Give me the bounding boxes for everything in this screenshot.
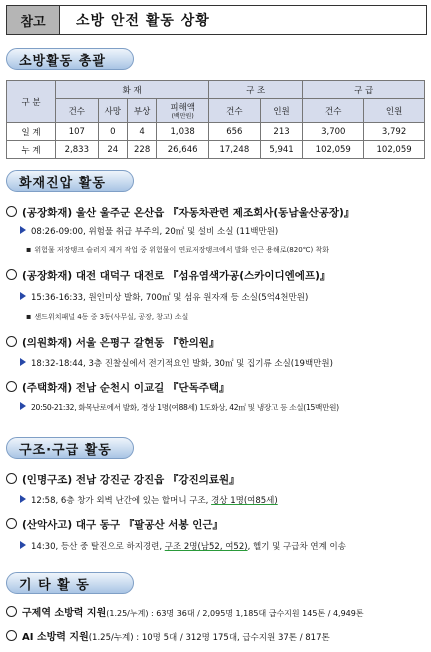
- fire-item-detail: [20, 225, 278, 237]
- rescue-item-detail: [20, 540, 346, 552]
- row-label: 누 계: [7, 141, 56, 159]
- section-other-header: 기 타 활 동: [6, 572, 134, 594]
- header-deaths: 사망: [98, 99, 127, 123]
- other-item-title: 구제역 소방력 지원: [22, 608, 107, 619]
- title-bar: [6, 5, 427, 35]
- rescue-item-heading: [6, 517, 223, 532]
- group-fire: 화 재: [56, 81, 209, 99]
- rescue-item-title: (인명구조) 전남 강진군 강진읍 『강진의료원』: [22, 474, 240, 486]
- fire-item-detail-text: 18:32-18:44, 3층 진찰실에서 전기적요인 발화, 30㎡ 및 집기류 소실(19백만원): [31, 359, 333, 369]
- circle-bullet-icon: [6, 606, 17, 617]
- table-cell: 0: [98, 123, 127, 141]
- fire-item-note-text: 샌드위치패널 4동 중 3동(사무실, 공장, 창고) 소실: [34, 313, 189, 321]
- table-cell: 26,646: [157, 141, 209, 159]
- table-cell: 5,941: [260, 141, 303, 159]
- fire-item-title: (공장화재) 울산 울주군 온산읍 『자동차관련 제조회사(동남울산공장)』: [22, 207, 355, 219]
- circle-bullet-icon: [6, 473, 17, 484]
- section-summary-header: 소방활동 총괄: [6, 48, 134, 70]
- page-title: 소방 안전 활동 상황: [76, 13, 210, 29]
- header-damage-label: 피해액: [170, 103, 195, 113]
- fire-item-heading: [6, 380, 230, 395]
- header-injuries: 부상: [127, 99, 156, 123]
- circle-bullet-icon: [6, 269, 17, 280]
- fire-item-title: (주택화재) 전남 순천시 이교길 『단독주택』: [22, 382, 230, 394]
- table-row: [7, 123, 425, 141]
- other-item-detail: (1.25/누계) : 10명 5대 / 312명 175대, 급수지원 37톤 / 817톤: [88, 633, 330, 643]
- rescue-item-casualty: 경상 1명(여85세): [211, 496, 278, 506]
- fire-item-note-text: 위험물 저장탱크 슬러지 제거 작업 중 위험물이 연료저장탱크에서 발화 인근 용해로(820℃) 착화: [34, 246, 330, 254]
- fire-item-detail: [20, 402, 339, 413]
- group-ems: 구 급: [303, 81, 425, 99]
- rescue-item-casualty: 구조 2명(남52, 여52): [164, 542, 248, 552]
- section-fire-header: 화재진압 활동: [6, 170, 134, 192]
- fire-item-detail-text: 20:50-21:32, 화목난로에서 발화, 경상 1명(여88세) 1도화상, 42㎡ 및 냉장고 등 소실(15백만원): [31, 403, 339, 412]
- other-item-title: AI 소방력 지원: [22, 632, 89, 643]
- table-cell: 3,792: [364, 123, 425, 141]
- table-cell: 3,700: [303, 123, 364, 141]
- dot-bullet-icon: ▪: [26, 245, 32, 254]
- header-rescue-people: 인원: [260, 99, 303, 123]
- fire-item-detail: [20, 357, 333, 369]
- other-item-detail: (1.25/누계) : 63명 36대 / 2,095명 1,185대 급수지원 145톤 / 4,949톤: [106, 609, 364, 618]
- header-damage-unit: (백만원): [171, 113, 194, 120]
- circle-bullet-icon: [6, 630, 17, 641]
- dot-bullet-icon: ▪: [26, 312, 32, 321]
- circle-bullet-icon: [6, 336, 17, 347]
- fire-item-heading: [6, 268, 330, 283]
- fire-item-note: [26, 245, 329, 255]
- triangle-bullet-icon: [20, 292, 26, 300]
- section-rescue-header: 구조·구급 활동: [6, 437, 134, 459]
- triangle-bullet-icon: [20, 495, 26, 503]
- fire-item-detail-text: 15:36-16:33, 원인미상 발화, 700㎡ 및 섬유 원자재 등 소실(5억4천만원): [31, 293, 309, 303]
- rescue-item-heading: [6, 472, 240, 487]
- table-cell: 4: [127, 123, 156, 141]
- summary-table: [6, 80, 425, 159]
- fire-item-note: [26, 312, 188, 322]
- fire-item-heading: [6, 205, 354, 220]
- header-ems-cases: 건수: [303, 99, 364, 123]
- triangle-bullet-icon: [20, 226, 26, 234]
- table-cell: 656: [209, 123, 261, 141]
- table-cell: 102,059: [303, 141, 364, 159]
- circle-bullet-icon: [6, 518, 17, 529]
- fire-item-title: (공장화재) 대전 대덕구 대전로 『섬유염색가공(스카이디엔에프)』: [22, 270, 331, 282]
- fire-item-detail-text: 08:26-09:00, 위험물 취급 부주의, 20㎡ 및 설비 소실 (11백만원): [31, 227, 279, 237]
- rescue-item-detail-text: 12:58, 6층 창가 외벽 난간에 있는 할머니 구조,: [31, 496, 212, 506]
- row-label: 일 계: [7, 123, 56, 141]
- table-cell: 2,833: [56, 141, 99, 159]
- header-rescue-cases: 건수: [209, 99, 261, 123]
- header-cases: 건수: [56, 99, 99, 123]
- triangle-bullet-icon: [20, 358, 26, 366]
- header-ems-people: 인원: [364, 99, 425, 123]
- table-cell: 213: [260, 123, 303, 141]
- triangle-bullet-icon: [20, 402, 26, 410]
- table-cell: 17,248: [209, 141, 261, 159]
- rescue-item-detail-text: 14:30, 등산 중 탈진으로 하지경련,: [31, 542, 165, 552]
- table-cell: 24: [98, 141, 127, 159]
- other-item: [6, 604, 364, 619]
- fire-item-title: (의원화재) 서울 은평구 갈현동 『한의원』: [22, 337, 220, 349]
- group-rescue: 구 조: [209, 81, 303, 99]
- circle-bullet-icon: [6, 381, 17, 392]
- table-row: [7, 141, 425, 159]
- fire-item-heading: [6, 335, 219, 350]
- fire-item-detail: [20, 291, 308, 303]
- table-cell: 102,059: [364, 141, 425, 159]
- triangle-bullet-icon: [20, 541, 26, 549]
- rescue-item-detail-tail: , 헬기 및 구급차 연계 이송: [247, 542, 346, 552]
- title-tag: 참고: [7, 6, 60, 34]
- table-cell: 107: [56, 123, 99, 141]
- rescue-item-title: (산악사고) 대구 동구 『팔공산 서봉 인근』: [22, 519, 224, 531]
- circle-bullet-icon: [6, 206, 17, 217]
- col-group-label: 구 분: [7, 81, 56, 123]
- header-damage: [157, 99, 209, 123]
- table-cell: 228: [127, 141, 156, 159]
- table-cell: 1,038: [157, 123, 209, 141]
- other-item: [6, 628, 330, 643]
- rescue-item-detail: [20, 494, 278, 506]
